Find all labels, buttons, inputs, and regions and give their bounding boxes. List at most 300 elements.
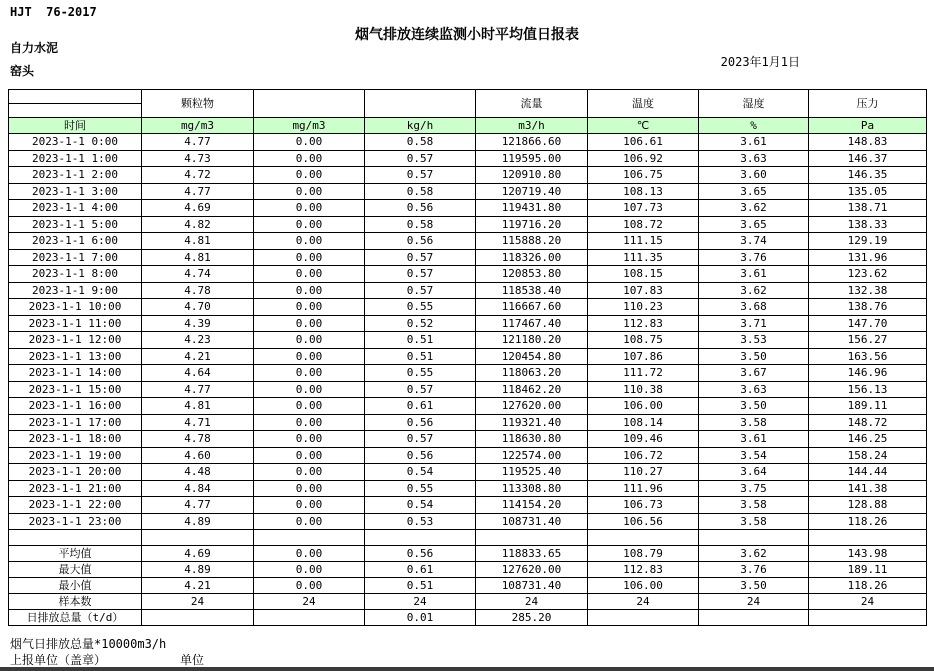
time-cell: 2023-1-1 20:00 [9,464,142,481]
summary-value-cell: 24 [365,594,476,610]
pressure-header-cell: 压力 [809,90,927,118]
value-cell: 127620.00 [476,398,588,415]
value-cell: 0.00 [254,447,365,464]
value-cell: 3.67 [699,365,809,382]
value-cell: 4.60 [142,447,254,464]
value-cell: 118.26 [809,513,927,530]
value-cell: 132.38 [809,282,927,299]
time-cell: 2023-1-1 11:00 [9,315,142,332]
value-cell: 148.83 [809,134,927,151]
value-cell: 119321.40 [476,414,588,431]
time-cell: 2023-1-1 14:00 [9,365,142,382]
spacer-cell [254,530,365,546]
summary-value-cell: 0.00 [254,546,365,562]
value-cell: 111.96 [588,480,699,497]
time-cell: 2023-1-1 5:00 [9,216,142,233]
value-cell: 189.11 [809,398,927,415]
summary-value-cell: 127620.00 [476,562,588,578]
summary-label-cell: 最大值 [9,562,142,578]
value-cell: 158.24 [809,447,927,464]
report-unit-label: 上报单位（盖章） [10,653,107,667]
value-cell: 3.61 [699,431,809,448]
time-cell: 2023-1-1 13:00 [9,348,142,365]
time-cell: 2023-1-1 6:00 [9,233,142,250]
value-cell: 119431.80 [476,200,588,217]
table-row [9,167,927,184]
value-cell: 120853.80 [476,266,588,283]
value-cell: 0.56 [365,414,476,431]
empty-header-cell [365,90,476,118]
value-cell: 138.71 [809,200,927,217]
time-header-mid-cell [9,104,142,118]
summary-label-cell: 最小值 [9,578,142,594]
value-cell: 122574.00 [476,447,588,464]
value-cell: 0.56 [365,447,476,464]
value-cell: 119595.00 [476,150,588,167]
time-cell: 2023-1-1 0:00 [9,134,142,151]
summary-value-cell [809,610,927,626]
table-row [9,200,927,217]
value-cell: 4.81 [142,233,254,250]
table-row [9,464,927,481]
header-row-top [9,90,927,104]
table-row [9,134,927,151]
hourly-average-table [8,89,927,626]
summary-value-cell [588,610,699,626]
value-cell: 0.00 [254,431,365,448]
table-row [9,332,927,349]
value-cell: 3.65 [699,216,809,233]
value-cell: 0.00 [254,167,365,184]
value-cell: 0.54 [365,497,476,514]
summary-value-cell: 24 [476,594,588,610]
value-cell: 3.75 [699,480,809,497]
summary-value-cell [254,610,365,626]
table-row [9,150,927,167]
time-cell: 2023-1-1 17:00 [9,414,142,431]
value-cell: 119525.40 [476,464,588,481]
table-row [9,216,927,233]
value-cell: 4.78 [142,431,254,448]
value-cell: 0.00 [254,249,365,266]
value-cell: 120454.80 [476,348,588,365]
time-cell: 2023-1-1 12:00 [9,332,142,349]
summary-value-cell: 0.61 [365,562,476,578]
value-cell: 4.77 [142,497,254,514]
value-cell: 3.50 [699,398,809,415]
value-cell: 146.37 [809,150,927,167]
time-cell: 2023-1-1 2:00 [9,167,142,184]
value-cell: 4.64 [142,365,254,382]
table-row [9,282,927,299]
value-cell: 108.75 [588,332,699,349]
data-rows [9,134,927,626]
value-cell: 0.61 [365,398,476,415]
value-cell: 0.00 [254,150,365,167]
unit-row [9,118,927,134]
value-cell: 111.35 [588,249,699,266]
time-cell: 2023-1-1 4:00 [9,200,142,217]
value-cell: 3.74 [699,233,809,250]
value-cell: 3.62 [699,282,809,299]
summary-value-cell: 3.76 [699,562,809,578]
time-header-top-cell [9,90,142,104]
value-cell: 0.52 [365,315,476,332]
value-cell: 107.83 [588,282,699,299]
table-row [9,266,927,283]
value-cell: 0.00 [254,365,365,382]
time-cell: 2023-1-1 3:00 [9,183,142,200]
value-cell: 4.84 [142,480,254,497]
value-cell: 3.54 [699,447,809,464]
value-cell: 146.35 [809,167,927,184]
value-cell: 0.58 [365,216,476,233]
table-header [9,90,927,134]
value-cell: 0.57 [365,150,476,167]
value-cell: 118063.20 [476,365,588,382]
value-cell: 4.77 [142,134,254,151]
table-row [9,183,927,200]
summary-value-cell: 0.00 [254,578,365,594]
value-cell: 108731.40 [476,513,588,530]
value-cell: 3.71 [699,315,809,332]
value-cell: 4.82 [142,216,254,233]
value-cell: 106.75 [588,167,699,184]
value-cell: 4.48 [142,464,254,481]
value-cell: 4.21 [142,348,254,365]
spacer-cell [476,530,588,546]
value-cell: 146.96 [809,365,927,382]
value-cell: 0.57 [365,282,476,299]
value-cell: 0.56 [365,200,476,217]
value-cell: 123.62 [809,266,927,283]
value-cell: 0.54 [365,464,476,481]
value-cell: 106.00 [588,398,699,415]
value-cell: 106.92 [588,150,699,167]
value-cell: 115888.20 [476,233,588,250]
value-cell: 112.83 [588,315,699,332]
time-unit-cell: 时间 [9,118,142,134]
summary-value-cell: 3.50 [699,578,809,594]
summary-value-cell: 108731.40 [476,578,588,594]
time-cell: 2023-1-1 9:00 [9,282,142,299]
table-row [9,497,927,514]
value-cell: 0.00 [254,513,365,530]
value-cell: 0.00 [254,216,365,233]
value-cell: 121866.60 [476,134,588,151]
value-cell: 106.72 [588,447,699,464]
summary-value-cell: 24 [809,594,927,610]
value-cell: 131.96 [809,249,927,266]
summary-value-cell: 143.98 [809,546,927,562]
summary-label-cell: 平均值 [9,546,142,562]
value-cell: 3.61 [699,134,809,151]
value-cell: 144.44 [809,464,927,481]
summary-value-cell: 189.11 [809,562,927,578]
time-cell: 2023-1-1 7:00 [9,249,142,266]
spacer-cell [699,530,809,546]
value-cell: 109.46 [588,431,699,448]
summary-value-cell: 24 [588,594,699,610]
value-cell: 0.00 [254,348,365,365]
value-cell: 0.51 [365,332,476,349]
value-cell: 0.00 [254,464,365,481]
time-cell: 2023-1-1 8:00 [9,266,142,283]
summary-value-cell: 108.79 [588,546,699,562]
monitor-point: 窑头 [10,64,35,78]
table-row [9,447,927,464]
value-cell: 111.72 [588,365,699,382]
flow-header-cell: 流量 [476,90,588,118]
total-emission-note: 烟气日排放总量*10000m3/h [10,637,167,651]
value-cell: 4.78 [142,282,254,299]
value-cell: 3.58 [699,414,809,431]
table-row [9,513,927,530]
value-cell: 0.00 [254,414,365,431]
summary-value-cell: 112.83 [588,562,699,578]
value-cell: 121180.20 [476,332,588,349]
value-cell: 0.00 [254,398,365,415]
spacer-row [9,530,927,546]
value-cell: 138.76 [809,299,927,316]
value-cell: 4.77 [142,183,254,200]
summary-label-cell: 日排放总量（t/d） [9,610,142,626]
summary-row [9,578,927,594]
value-cell: 163.56 [809,348,927,365]
value-cell: 141.38 [809,480,927,497]
unit-label: 单位 [180,653,205,667]
value-cell: 0.00 [254,282,365,299]
page-title: 烟气排放连续监测小时平均值日报表 [355,27,579,43]
table-row [9,414,927,431]
value-cell: 3.50 [699,348,809,365]
summary-row [9,562,927,578]
value-cell: 4.73 [142,150,254,167]
summary-row [9,594,927,610]
value-cell: 0.00 [254,315,365,332]
value-cell: 108.15 [588,266,699,283]
company-name: 自力水泥 [10,41,59,55]
value-cell: 4.69 [142,200,254,217]
value-cell: 147.70 [809,315,927,332]
value-cell: 0.51 [365,348,476,365]
value-cell: 135.05 [809,183,927,200]
value-cell: 0.00 [254,233,365,250]
summary-value-cell: 24 [254,594,365,610]
value-cell: 0.57 [365,431,476,448]
value-cell: 0.00 [254,299,365,316]
summary-value-cell: 106.00 [588,578,699,594]
value-cell: 0.57 [365,266,476,283]
value-cell: 110.38 [588,381,699,398]
table-row [9,365,927,382]
unit-cell: Pa [809,118,927,134]
value-cell: 3.76 [699,249,809,266]
time-cell: 2023-1-1 1:00 [9,150,142,167]
value-cell: 0.00 [254,332,365,349]
value-cell: 3.53 [699,332,809,349]
value-cell: 0.00 [254,381,365,398]
spacer-cell [588,530,699,546]
report-date: 2023年1月1日 [720,55,800,69]
pm-header-cell: 颗粒物 [142,90,254,118]
value-cell: 4.81 [142,398,254,415]
value-cell: 118630.80 [476,431,588,448]
spacer-cell [365,530,476,546]
value-cell: 0.00 [254,134,365,151]
spacer-cell [142,530,254,546]
summary-row [9,546,927,562]
unit-cell: m3/h [476,118,588,134]
value-cell: 4.77 [142,381,254,398]
summary-value-cell: 0.51 [365,578,476,594]
value-cell: 4.72 [142,167,254,184]
value-cell: 0.53 [365,513,476,530]
summary-value-cell: 118.26 [809,578,927,594]
table-row [9,249,927,266]
value-cell: 129.19 [809,233,927,250]
summary-value-cell [142,610,254,626]
bottom-edge-bar [0,667,934,671]
summary-value-cell [699,610,809,626]
time-cell: 2023-1-1 19:00 [9,447,142,464]
value-cell: 117467.40 [476,315,588,332]
value-cell: 118462.20 [476,381,588,398]
value-cell: 0.57 [365,381,476,398]
table-row [9,381,927,398]
value-cell: 0.55 [365,480,476,497]
value-cell: 118326.00 [476,249,588,266]
spacer-cell [809,530,927,546]
summary-value-cell: 0.56 [365,546,476,562]
summary-value-cell: 0.00 [254,562,365,578]
time-cell: 2023-1-1 10:00 [9,299,142,316]
value-cell: 4.39 [142,315,254,332]
value-cell: 4.89 [142,513,254,530]
value-cell: 4.81 [142,249,254,266]
value-cell: 106.73 [588,497,699,514]
time-cell: 2023-1-1 18:00 [9,431,142,448]
value-cell: 0.57 [365,167,476,184]
value-cell: 0.00 [254,266,365,283]
time-cell: 2023-1-1 15:00 [9,381,142,398]
value-cell: 3.61 [699,266,809,283]
summary-value-cell: 0.01 [365,610,476,626]
value-cell: 120910.80 [476,167,588,184]
value-cell: 114154.20 [476,497,588,514]
summary-value-cell: 24 [142,594,254,610]
value-cell: 146.25 [809,431,927,448]
value-cell: 4.74 [142,266,254,283]
value-cell: 3.58 [699,513,809,530]
value-cell: 111.15 [588,233,699,250]
unit-cell: mg/m3 [142,118,254,134]
time-cell: 2023-1-1 22:00 [9,497,142,514]
value-cell: 3.64 [699,464,809,481]
summary-value-cell: 24 [699,594,809,610]
value-cell: 119716.20 [476,216,588,233]
summary-value-cell: 4.69 [142,546,254,562]
value-cell: 0.57 [365,249,476,266]
value-cell: 0.00 [254,200,365,217]
empty-header-cell [254,90,365,118]
value-cell: 3.63 [699,150,809,167]
table-row [9,348,927,365]
value-cell: 0.55 [365,299,476,316]
summary-label-cell: 样本数 [9,594,142,610]
value-cell: 4.70 [142,299,254,316]
table-row [9,233,927,250]
value-cell: 3.58 [699,497,809,514]
temperature-header-cell: 温度 [588,90,699,118]
value-cell: 0.58 [365,183,476,200]
value-cell: 3.68 [699,299,809,316]
unit-cell: kg/h [365,118,476,134]
table-row [9,299,927,316]
value-cell: 107.86 [588,348,699,365]
value-cell: 4.71 [142,414,254,431]
value-cell: 3.63 [699,381,809,398]
value-cell: 4.23 [142,332,254,349]
value-cell: 108.14 [588,414,699,431]
humidity-header-cell: 湿度 [699,90,809,118]
spacer-cell [9,530,142,546]
standard-code: HJT 76-2017 [10,5,97,19]
value-cell: 107.73 [588,200,699,217]
time-cell: 2023-1-1 21:00 [9,480,142,497]
value-cell: 108.72 [588,216,699,233]
value-cell: 0.56 [365,233,476,250]
summary-row [9,610,927,626]
value-cell: 110.23 [588,299,699,316]
summary-value-cell: 3.62 [699,546,809,562]
value-cell: 3.60 [699,167,809,184]
value-cell: 3.65 [699,183,809,200]
value-cell: 128.88 [809,497,927,514]
summary-value-cell: 118833.65 [476,546,588,562]
value-cell: 3.62 [699,200,809,217]
value-cell: 106.61 [588,134,699,151]
value-cell: 0.00 [254,497,365,514]
value-cell: 113308.80 [476,480,588,497]
summary-value-cell: 4.89 [142,562,254,578]
value-cell: 0.00 [254,183,365,200]
value-cell: 0.00 [254,480,365,497]
value-cell: 156.27 [809,332,927,349]
value-cell: 120719.40 [476,183,588,200]
unit-cell: ℃ [588,118,699,134]
value-cell: 108.13 [588,183,699,200]
unit-cell: % [699,118,809,134]
table-row [9,431,927,448]
time-cell: 2023-1-1 16:00 [9,398,142,415]
value-cell: 0.55 [365,365,476,382]
table-row [9,480,927,497]
summary-value-cell: 4.21 [142,578,254,594]
table-row [9,315,927,332]
value-cell: 148.72 [809,414,927,431]
value-cell: 138.33 [809,216,927,233]
table-row [9,398,927,415]
value-cell: 0.58 [365,134,476,151]
value-cell: 156.13 [809,381,927,398]
value-cell: 118538.40 [476,282,588,299]
summary-value-cell: 285.20 [476,610,588,626]
value-cell: 106.56 [588,513,699,530]
unit-cell: mg/m3 [254,118,365,134]
time-cell: 2023-1-1 23:00 [9,513,142,530]
value-cell: 116667.60 [476,299,588,316]
